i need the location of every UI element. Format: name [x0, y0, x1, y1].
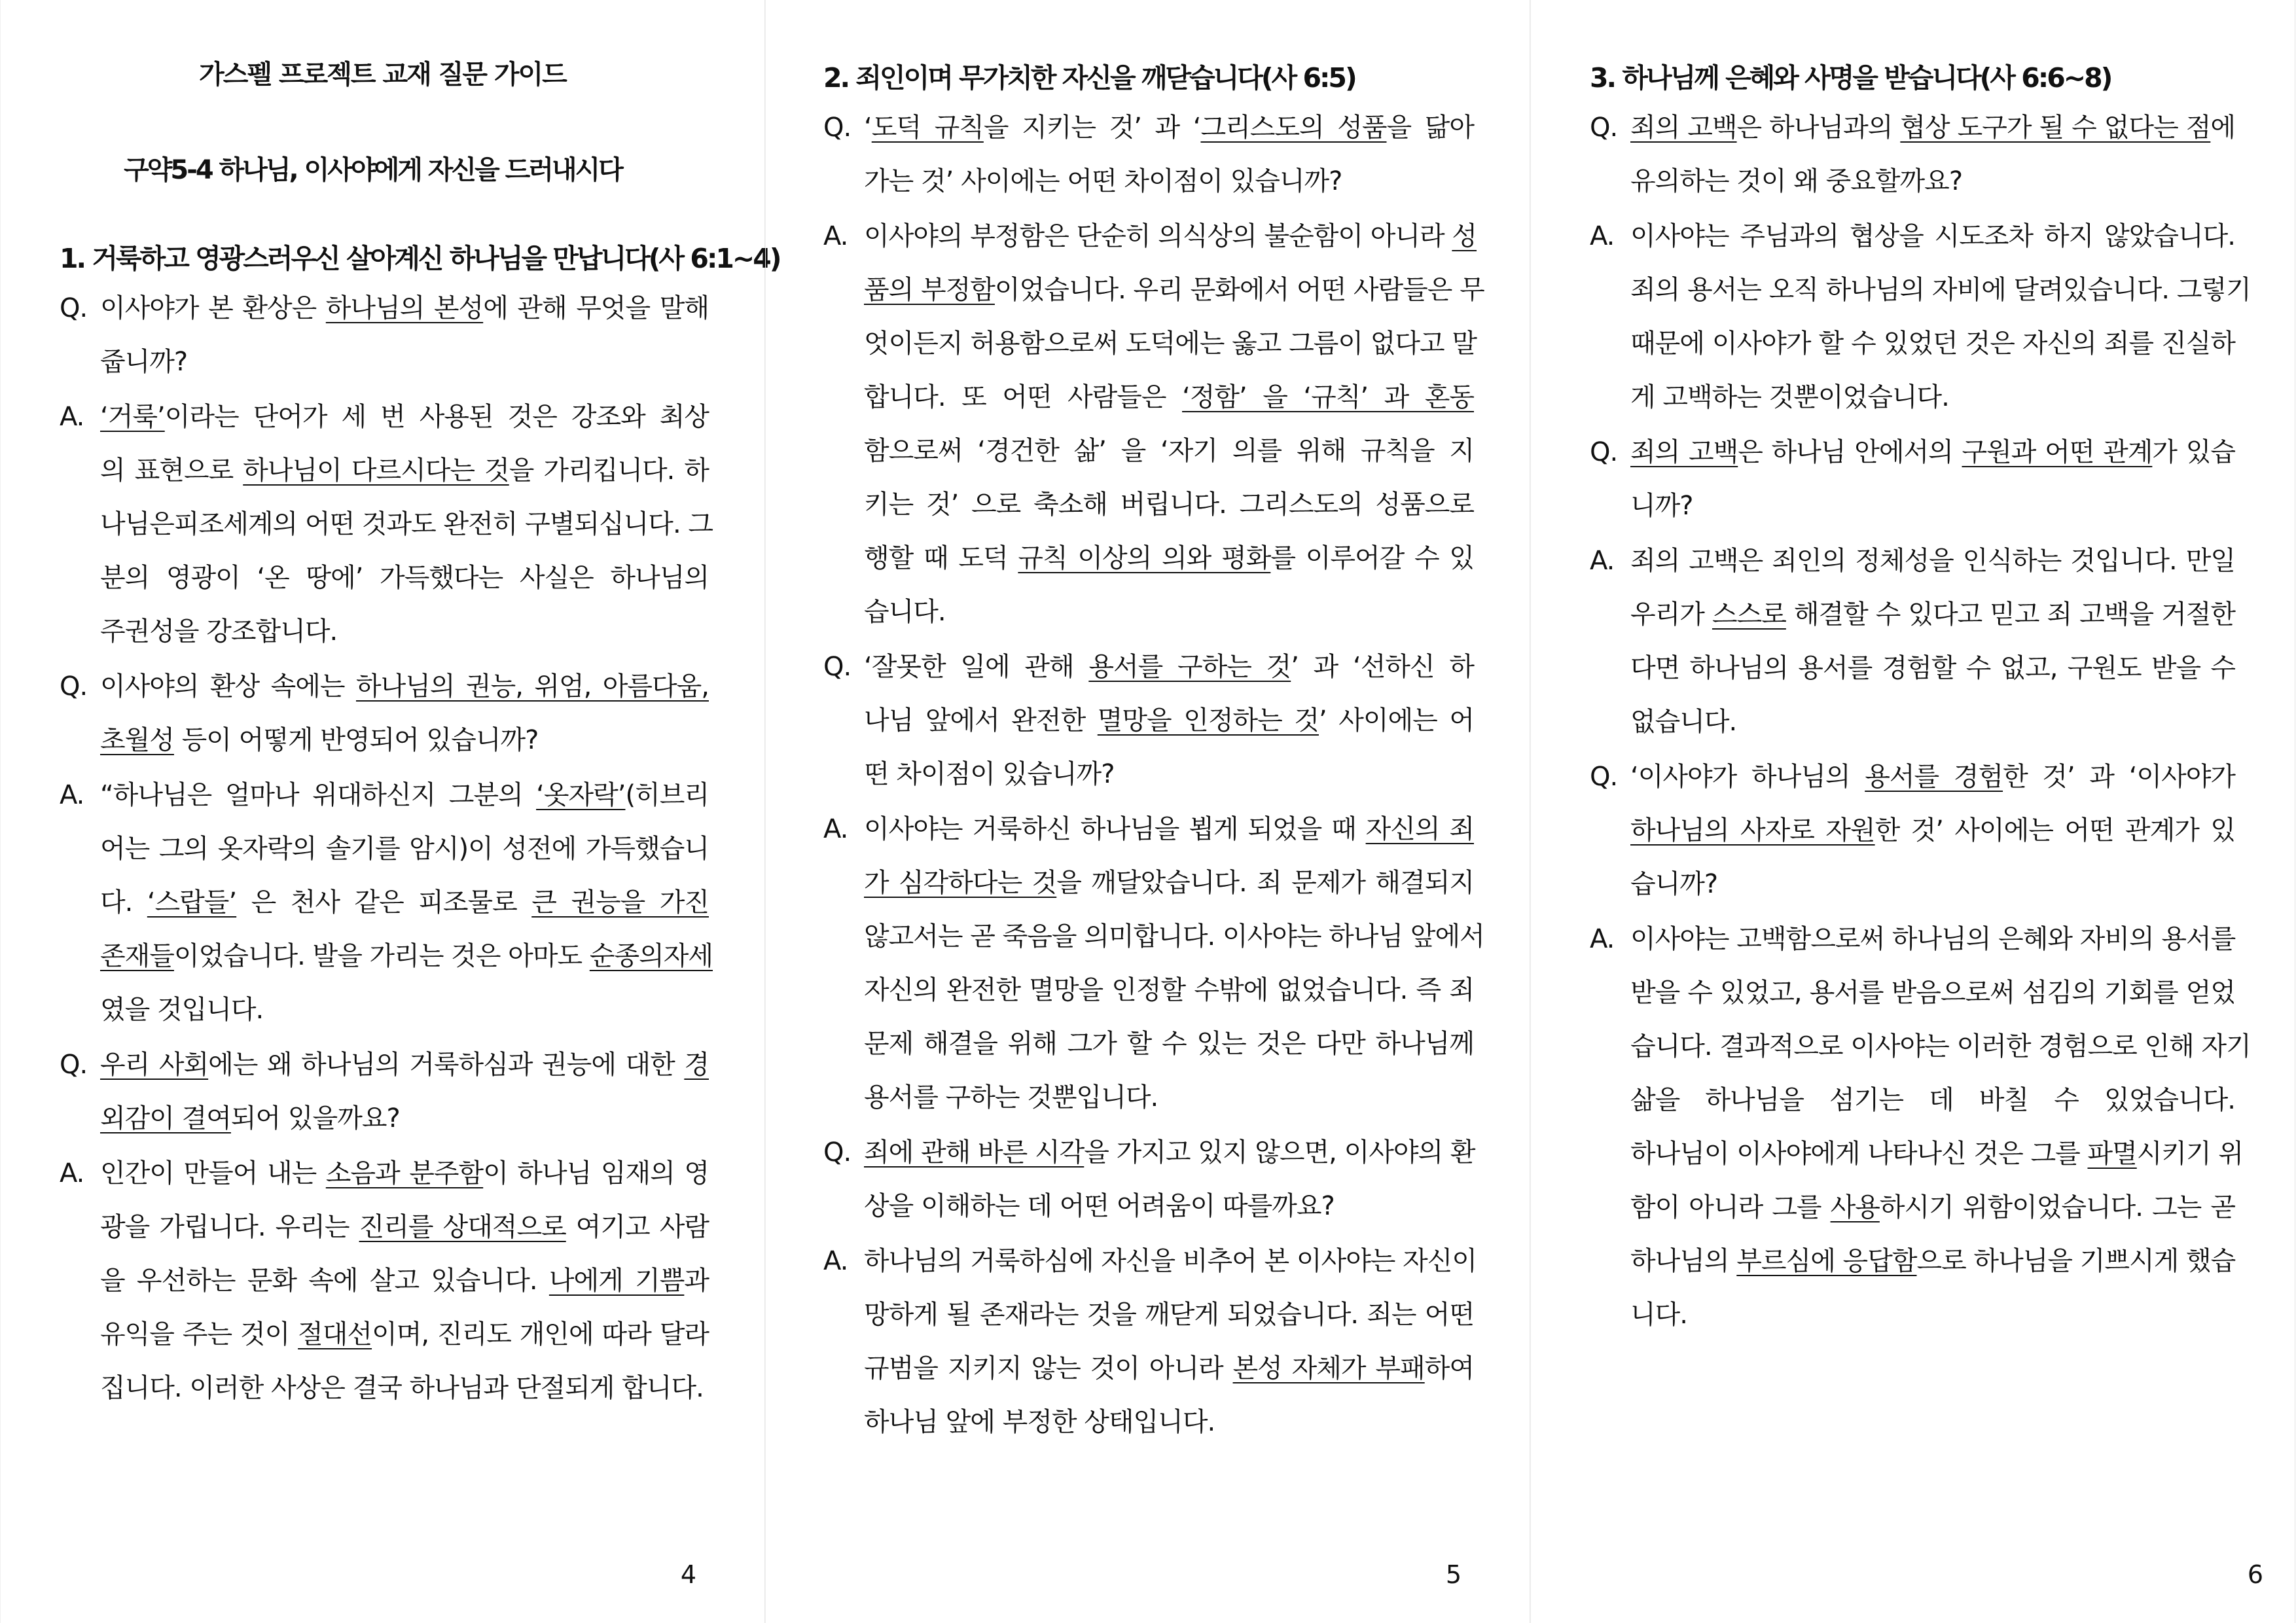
answer-block [823, 802, 1484, 1124]
text-line [1630, 101, 2235, 154]
text-run: 에 관해 무엇을 말해 [483, 293, 709, 323]
text-line [100, 876, 709, 929]
text-line [864, 1234, 1477, 1288]
text-line [100, 1092, 709, 1145]
text-line [864, 370, 1474, 424]
text-run: 하시기 위함이었습니다. 그는 곧 [1879, 1192, 2235, 1222]
page-4 [0, 0, 780, 1623]
text-run: 이 하나님 임재의 영 [483, 1158, 709, 1188]
text-run: 하나님 앞에 부정한 상태입니다. [864, 1407, 1215, 1437]
text-run: 을 가지고 있지 않으면, 이사야의 환 [1084, 1137, 1475, 1168]
text-run: “하나님은 얼마나 위대하신지 그분의 [100, 780, 537, 810]
section-title: 3. 하나님께 은혜와 사명을 받습니다(사 6:6~8) [1590, 62, 2111, 94]
text-run: 하나님의 거룩하심에 자신을 비추어 본 이사야는 자신이 [864, 1246, 1477, 1276]
underlined-phrase: 사용 [1830, 1192, 1880, 1222]
underlined-phrase: 성 [1452, 221, 1477, 251]
text-run: 나님은피조세계의 어떤 것과도 완전히 구별되십니다. 그 [100, 509, 713, 539]
question-mark: Q. [823, 1137, 852, 1168]
underlined-phrase: 부르심에 응답함 [1736, 1246, 1917, 1276]
text-run: 함이 아니라 그를 [1630, 1192, 1831, 1222]
answer-mark: A. [823, 221, 848, 251]
question-mark: Q. [60, 1050, 88, 1080]
text-run: 에 [2210, 113, 2235, 143]
text-line [1630, 425, 2235, 479]
text-run: 다면 하나님의 용서를 경험할 수 없고, 구원도 받을 수 [1630, 653, 2235, 683]
text-run: 습니다. 결과적으로 이사야는 이러한 경험으로 인해 자기 [1630, 1031, 2251, 1061]
text-line [864, 1179, 1474, 1233]
text-run: 않고서는 곧 죽음을 의미합니다. 이사야는 하나님 앞에서 [864, 921, 1484, 952]
text-line [864, 1395, 1474, 1449]
text-run: 을 가리킵니다. 하 [509, 455, 709, 486]
underlined-phrase: ‘거룩’ [100, 402, 165, 432]
answer-block [823, 209, 1484, 639]
text-run: 망하게 될 존재라는 것을 깨닫게 되었습니다. 죄는 어떤 [864, 1300, 1474, 1330]
underlined-phrase: 그리스도의 성품 [1200, 113, 1387, 143]
question-block [823, 640, 1474, 801]
text-line [100, 1361, 709, 1415]
text-run: 어는 그의 옷자락의 솔기를 암시)이 성전에 가득했습니 [100, 834, 709, 864]
underlined-phrase: 죄의 고백 [1630, 113, 1737, 143]
text-line [100, 1254, 709, 1308]
text-line [100, 929, 713, 983]
question-mark: Q. [823, 652, 852, 682]
text-run: 한 것’ 과 ‘이사야가 [2003, 762, 2235, 792]
question-mark: Q. [60, 293, 88, 323]
question-mark: Q. [823, 113, 852, 143]
text-run: 이었습니다. 우리 문화에서 어떤 사람들은 무 [994, 275, 1484, 305]
text-run: 습니까? [1630, 869, 1718, 899]
text-line [1630, 912, 2235, 966]
answer-mark: A. [60, 1158, 84, 1188]
text-run: 하여 [1424, 1353, 1474, 1383]
underlined-phrase: ‘옷자락’ [536, 780, 626, 810]
answer-block [1590, 209, 2251, 424]
text-run: 광을 가립니다. 우리는 [100, 1212, 359, 1242]
text-run: 분의 영광이 ‘온 땅에’ 가득했다는 사실은 하나님의 [100, 563, 709, 593]
question-mark: Q. [1590, 437, 1618, 467]
underlined-phrase: 외감이 결여 [100, 1103, 231, 1133]
underlined-phrase: 품의 부정함 [864, 275, 995, 305]
underlined-phrase: 우리 사회 [100, 1050, 209, 1080]
text-run: 에는 왜 하나님의 거룩하심과 권능에 대한 [208, 1050, 685, 1080]
text-line [100, 390, 709, 444]
text-line [864, 585, 1474, 639]
question-mark: Q. [1590, 113, 1618, 143]
text-run: 가 있습 [2152, 437, 2235, 467]
text-line [864, 1288, 1474, 1342]
text-line [864, 856, 1474, 910]
text-line [100, 444, 709, 497]
underlined-phrase: 절대선 [298, 1319, 372, 1349]
text-line [1630, 534, 2235, 588]
text-line [1630, 1020, 2251, 1073]
text-run: 의 표현으로 [100, 455, 243, 486]
underlined-phrase: ‘스랍들’ [147, 887, 237, 918]
underlined-phrase: 순종의자세 [589, 941, 713, 971]
text-line [864, 747, 1474, 801]
section-title: 2. 죄인이며 무가치한 자신을 깨닫습니다(사 6:5) [823, 62, 1355, 94]
text-line [1630, 750, 2235, 804]
document-title: 가스펠 프로젝트 교재 질문 가이드 [199, 60, 566, 90]
text-line [100, 660, 709, 713]
underlined-phrase: 파멸 [2087, 1139, 2137, 1169]
text-line [1630, 1288, 2235, 1342]
answer-mark: A. [823, 814, 848, 844]
text-run: 하나님의 [1630, 1246, 1737, 1276]
text-run: 이사야는 거룩하신 하나님을 뵙게 되었을 때 [864, 814, 1366, 844]
text-run: 인간이 만들어 내는 [100, 1158, 326, 1188]
text-run: 문제 해결을 위해 그가 할 수 있는 것은 다만 하나님께 [864, 1029, 1474, 1059]
answer-block [60, 1147, 709, 1415]
text-line [1630, 263, 2251, 317]
text-run: 등이 어떻게 반영되어 있습니까? [173, 725, 539, 755]
text-line [100, 822, 709, 876]
text-run: 을 깨달았습니다. 죄 문제가 해결되지 [1056, 868, 1474, 898]
text-run: 은 천사 같은 피조물로 [236, 887, 532, 918]
answer-mark: A. [1590, 546, 1615, 576]
underlined-phrase: 자신의 죄 [1365, 814, 1474, 844]
answer-mark: A. [60, 780, 84, 810]
text-line [864, 317, 1477, 370]
text-run: 우리가 [1630, 599, 1712, 630]
underlined-phrase: ‘정함’ 을 ‘규칙’ 과 혼동 [1182, 382, 1474, 412]
page-number: 4 [680, 1560, 696, 1589]
underlined-phrase: 하나님의 권능, 위엄, 아름다움, [355, 671, 709, 702]
text-run: 게 고백하는 것뿐이었습니다. [1630, 382, 1949, 412]
answer-mark: A. [1590, 221, 1615, 251]
underlined-phrase: 큰 권능을 가진 [531, 887, 709, 918]
text-line [100, 281, 709, 335]
text-line [1630, 1234, 2235, 1288]
text-run: 때문에 이사야가 할 수 있었던 것은 자신의 죄를 진실하 [1630, 329, 2235, 359]
text-run: 을 지키는 것’ 과 ‘ [983, 113, 1201, 143]
page-number: 6 [2247, 1560, 2263, 1589]
text-line [864, 209, 1477, 263]
underlined-phrase: 협상 도구가 될 수 없다는 점 [1900, 113, 2211, 143]
question-block [1590, 425, 2235, 533]
text-run: ‘이사야가 하나님의 [1630, 762, 1865, 792]
text-run: ’ 사이에는 어 [1318, 705, 1474, 736]
underlined-phrase: 가 심각하다는 것 [864, 868, 1057, 898]
text-run: 습니다. [864, 597, 946, 627]
text-line [864, 910, 1484, 963]
text-line [1630, 1181, 2235, 1234]
text-run: ’ 과 ‘선하신 하 [1291, 652, 1474, 682]
text-line [100, 1308, 709, 1361]
text-run: 유익을 주는 것이 [100, 1319, 298, 1349]
underlined-phrase: 용서를 구하는 것 [1088, 652, 1291, 682]
text-line [100, 497, 713, 551]
text-run: 삶을 하나님을 섬기는 데 바칠 수 있었습니다. [1630, 1085, 2235, 1115]
text-run: 이사야는 주님과의 협상을 시도조차 하지 않았습니다. [1630, 221, 2235, 251]
text-line [1630, 695, 2235, 749]
text-line [864, 694, 1474, 747]
underlined-phrase: 구원과 어떤 관계 [1962, 437, 2153, 467]
question-mark: Q. [1590, 762, 1618, 792]
underlined-phrase: 용서를 경험 [1865, 762, 2003, 792]
text-line [864, 1126, 1474, 1179]
text-line [1630, 154, 2235, 208]
answer-mark: A. [823, 1246, 848, 1276]
text-run: 니까? [1630, 491, 1693, 521]
text-line [864, 478, 1474, 531]
text-line [100, 713, 709, 767]
text-run: 죄의 용서는 오직 하나님의 자비에 달려있습니다. 그렇기 [1630, 275, 2251, 305]
page-number: 5 [1445, 1560, 1462, 1589]
text-run: 용서를 구하는 것뿐입니다. [864, 1082, 1158, 1113]
underlined-phrase: 죄의 고백 [1630, 437, 1738, 467]
text-line [864, 424, 1474, 478]
text-line [864, 1342, 1474, 1395]
text-run: 받을 수 있었고, 용서를 받음으로써 섬김의 기회를 얻었 [1630, 978, 2235, 1008]
text-line [100, 335, 709, 389]
underlined-phrase: 존재들 [100, 941, 174, 971]
text-run: 엇이든지 허용함으로써 도덕에는 옳고 그름이 없다고 말 [864, 329, 1477, 359]
underlined-phrase: 스스로 [1712, 599, 1786, 630]
underlined-phrase: 소음과 분주함 [325, 1158, 484, 1188]
text-line [864, 531, 1474, 585]
text-line [864, 263, 1484, 317]
page-5 [765, 0, 1530, 1623]
text-run: 없습니다. [1630, 707, 1737, 737]
underlined-phrase: 진리를 상대적으로 [359, 1212, 566, 1242]
section-title: 1. 거룩하고 영광스러우신 살아계신 하나님을 만납니다(사 6:1~4) [60, 243, 780, 274]
text-run: 이사야가 본 환상은 [100, 293, 326, 323]
text-line [1630, 641, 2235, 695]
text-run: 시키기 위 [2136, 1139, 2244, 1169]
text-line [864, 1017, 1474, 1071]
text-line [864, 640, 1474, 694]
question-block [60, 1038, 709, 1145]
text-run: 다. [100, 887, 147, 918]
text-run: 이었습니다. 발을 가리는 것은 아마도 [173, 941, 590, 971]
text-run: 과 [684, 1266, 709, 1296]
answer-block [1590, 534, 2236, 749]
text-line [864, 802, 1474, 856]
text-line [100, 768, 709, 822]
page-6 [1530, 0, 2295, 1623]
answer-block [1590, 912, 2251, 1342]
answer-block [823, 1234, 1477, 1449]
text-line [1630, 1127, 2244, 1181]
text-line [864, 963, 1474, 1017]
text-run: 집니다. 이러한 사상은 결국 하나님과 단절되게 합니다. [100, 1373, 704, 1403]
text-line [1630, 588, 2235, 641]
text-line [864, 101, 1474, 154]
text-run: 키는 것’ 으로 축소해 버립니다. 그리스도의 성품으로 [864, 490, 1474, 520]
text-run: 행할 때 도덕 [864, 543, 1018, 573]
text-run: 떤 차이점이 있습니까? [864, 759, 1115, 789]
text-run: 가는 것’ 사이에는 어떤 차이점이 있습니까? [864, 166, 1342, 196]
question-mark: Q. [60, 671, 88, 702]
text-run: 였을 것입니다. [100, 995, 264, 1025]
text-run: 이사야는 고백함으로써 하나님의 은혜와 자비의 용서를 [1630, 924, 2236, 954]
underlined-phrase: 하나님의 본성 [325, 293, 484, 323]
lesson-title: 구약5-4 하나님, 이사야에게 자신을 드러내시다 [124, 155, 622, 185]
text-run: 이며, 진리도 개인에 따라 달라 [372, 1319, 709, 1349]
underlined-phrase: 멸망을 인정하는 것 [1097, 705, 1319, 736]
text-line [1630, 317, 2235, 370]
text-line [100, 1200, 709, 1254]
text-run: 나님 앞에서 완전한 [864, 705, 1098, 736]
text-run: 자신의 완전한 멸망을 인정할 수밖에 없었습니다. 즉 죄 [864, 975, 1474, 1005]
question-block [823, 1126, 1475, 1233]
text-run: 이라는 단어가 세 번 사용된 것은 강조와 최상 [164, 402, 709, 432]
text-line [1630, 370, 2235, 424]
underlined-phrase: 하나님의 사자로 자원 [1630, 815, 1875, 846]
text-line [1630, 1073, 2235, 1127]
text-run: 을 우선하는 문화 속에 살고 있습니다. [100, 1266, 549, 1296]
text-run: 을 닮아 [1386, 113, 1474, 143]
question-block [1590, 101, 2235, 208]
text-run: 한 것’ 사이에는 어떤 관계가 있 [1874, 815, 2235, 846]
question-block [60, 660, 709, 767]
text-line [100, 1038, 709, 1092]
text-line [1630, 209, 2235, 263]
underlined-phrase: 죄에 관해 바른 시각 [864, 1137, 1085, 1168]
text-line [864, 154, 1474, 208]
answer-block [60, 390, 713, 658]
text-run: 되어 있을까요? [230, 1103, 400, 1133]
text-line [1630, 479, 2235, 533]
underlined-phrase: 도덕 규칙 [871, 113, 984, 143]
text-run: 상을 이해하는 데 어떤 어려움이 따를까요? [864, 1191, 1335, 1221]
text-run: (히브리 [625, 780, 709, 810]
underlined-phrase: 경 [684, 1050, 709, 1080]
text-line [1630, 804, 2235, 857]
text-run: 를 이루어갈 수 있 [1270, 543, 1475, 573]
text-line [100, 551, 709, 605]
underlined-phrase: 본성 자체가 부패 [1232, 1353, 1425, 1383]
underlined-phrase: 나에게 기쁨 [548, 1266, 685, 1296]
text-run: 여기고 사람 [565, 1212, 709, 1242]
question-block [823, 101, 1474, 208]
text-run: 함으로써 ‘경건한 삶’ 을 ‘자기 의를 위해 규칙을 지 [864, 436, 1474, 466]
text-run: 규범을 지키지 않는 것이 아니라 [864, 1353, 1233, 1383]
text-run: 으로 하나님을 기쁘시게 했습 [1916, 1246, 2236, 1276]
question-block [60, 281, 709, 389]
text-line [1630, 857, 2235, 911]
text-run: 은 하나님 안에서의 [1738, 437, 1962, 467]
answer-mark: A. [60, 402, 84, 432]
underlined-phrase: 하나님이 다르시다는 것 [243, 455, 509, 486]
text-run: 은 하나님과의 [1736, 113, 1901, 143]
text-run: 죄의 고백은 죄인의 정체성을 인식하는 것입니다. 만일 [1630, 546, 2235, 576]
text-run: 하나님이 이사야에게 나타나신 것은 그를 [1630, 1139, 2088, 1169]
answer-block [60, 768, 713, 1037]
text-line [100, 983, 709, 1037]
text-line [100, 1147, 709, 1200]
text-run: 유의하는 것이 왜 중요할까요? [1630, 166, 1963, 196]
text-line [100, 605, 709, 658]
underlined-phrase: 초월성 [100, 725, 174, 755]
question-block [1590, 750, 2235, 911]
text-run: 줍니까? [100, 347, 188, 377]
answer-mark: A. [1590, 924, 1615, 954]
text-line [864, 1071, 1474, 1124]
text-run: 니다. [1630, 1300, 1687, 1330]
text-run: 이사야의 환상 속에는 [100, 671, 356, 702]
text-run: 합니다. 또 어떤 사람들은 [864, 382, 1183, 412]
underlined-phrase: 규칙 이상의 의와 평화 [1018, 543, 1271, 573]
text-run: 해결할 수 있다고 믿고 죄 고백을 거절한 [1785, 599, 2236, 630]
text-run: ‘잘못한 일에 관해 [864, 652, 1089, 682]
text-run: 이사야의 부정함은 단순히 의식상의 불순함이 아니라 [864, 221, 1452, 251]
text-line [1630, 966, 2235, 1020]
text-run: ‘ [864, 113, 872, 143]
text-run: 주권성을 강조합니다. [100, 616, 338, 647]
